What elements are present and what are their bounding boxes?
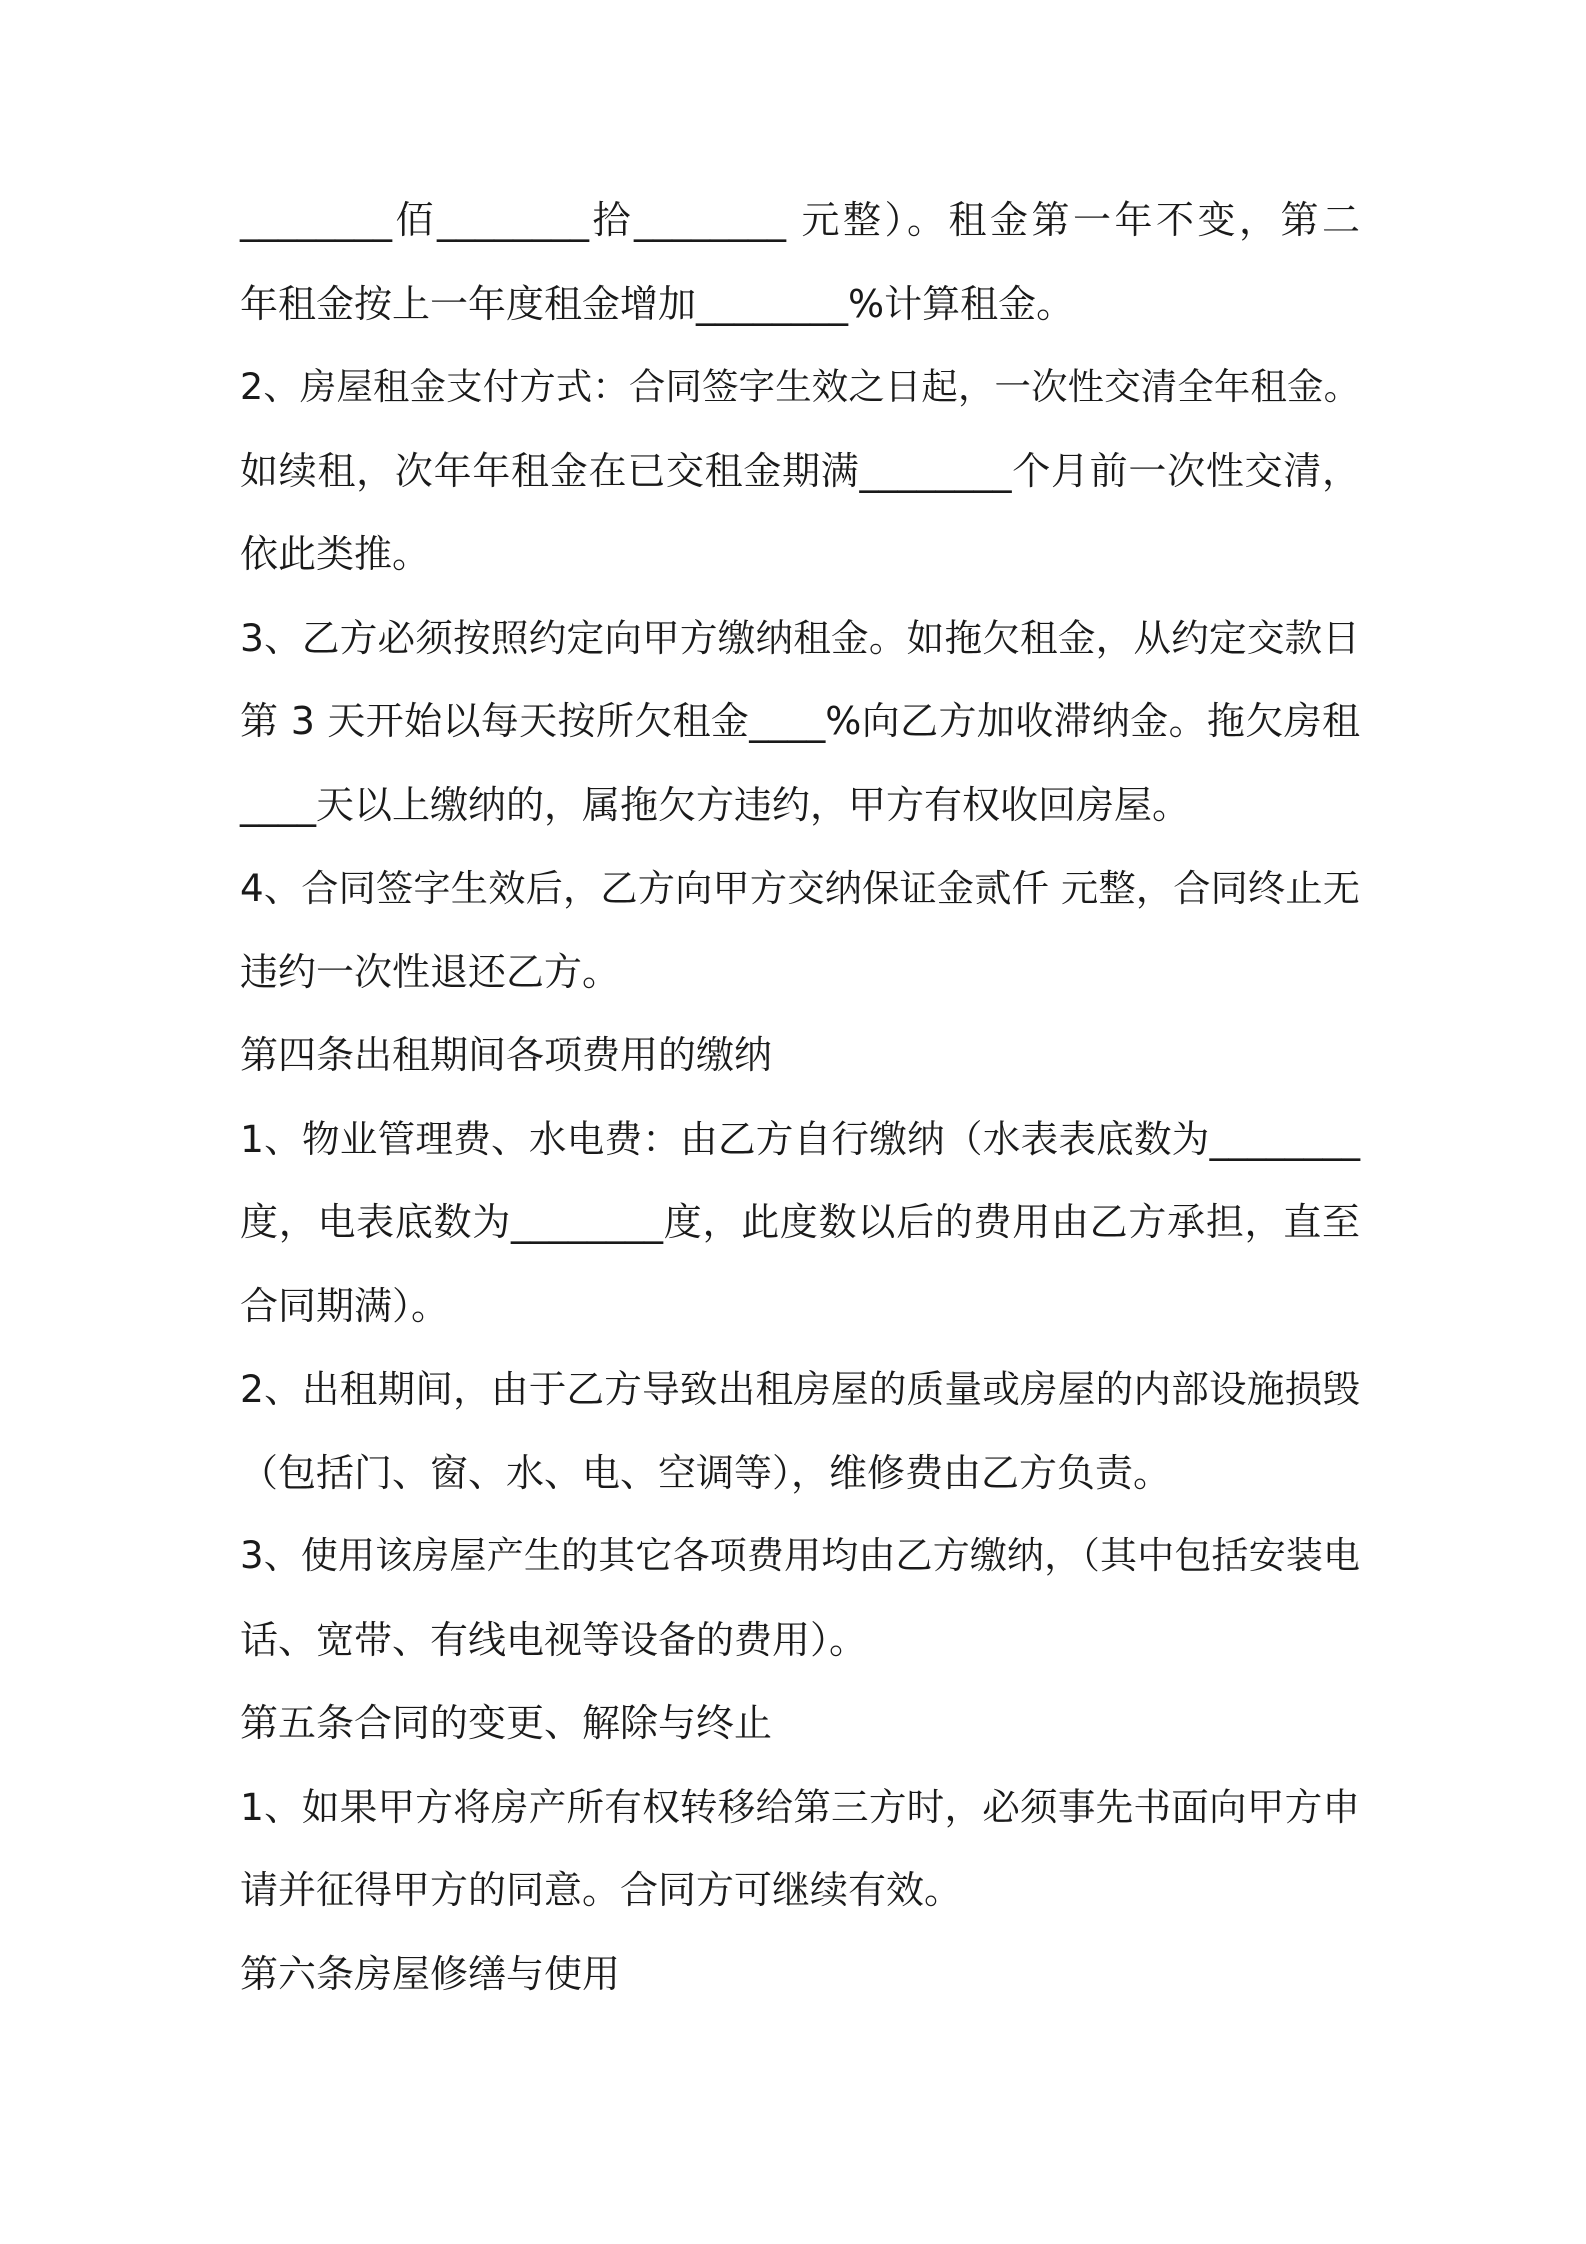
document-text-line: ________佰________拾________ 元整）。租金第一年不变，第二: [240, 198, 1360, 242]
document-text-line: 依此类推。: [240, 532, 431, 576]
document-text-line: 第四条出租期间各项费用的缴纳: [240, 1033, 773, 1077]
document-text-line: （包括门、窗、水、电、空调等），维修费由乙方负责。: [240, 1450, 1172, 1495]
document-text-line: 2、出租期间，由于乙方导致出租房屋的质量或房屋的内部设施损毁: [240, 1367, 1360, 1411]
document-text-line: 4、合同签字生效后，乙方向甲方交纳保证金贰仟 元整，合同终止无: [240, 866, 1360, 910]
document-text-line: 合同期满）。: [240, 1283, 450, 1328]
document-text-line: 1、如果甲方将房产所有权转移给第三方时，必须事先书面向甲方申: [240, 1784, 1360, 1829]
document-text-line: 第五条合同的变更、解除与终止: [240, 1701, 773, 1745]
document-text-line: 第 3 天开始以每天按所欠租金____%向乙方加收滞纳金。拖欠房租: [240, 699, 1360, 743]
document-text-line: 1、物业管理费、水电费：由乙方自行缴纳（水表表底数为________: [240, 1116, 1360, 1161]
document-text-line: 3、使用该房屋产生的其它各项费用均由乙方缴纳，（其中包括安装电: [240, 1534, 1360, 1577]
document-text-line: ____天以上缴纳的，属拖欠方违约，甲方有权收回房屋。: [240, 782, 1191, 827]
document-text-line: 违约一次性退还乙方。: [240, 949, 621, 994]
document-text-line: 度，电表底数为________度，此度数以后的费用由乙方承担，直至: [240, 1200, 1360, 1244]
document-text-line: 第六条房屋修缮与使用: [240, 1951, 621, 1996]
document-body: [240, 195, 1360, 2032]
document-text-line: 2、房屋租金支付方式：合同签字生效之日起，一次性交清全年租金。: [240, 365, 1360, 408]
document-text-line: 3、乙方必须按照约定向甲方缴纳租金。如拖欠租金，从约定交款日: [240, 615, 1360, 660]
document-text-line: 话、宽带、有线电视等设备的费用）。: [240, 1617, 868, 1662]
document-text-line: 请并征得甲方的同意。合同方可继续有效。: [240, 1868, 963, 1912]
document-text-line: 如续租，次年年租金在已交租金期满________个月前一次性交清，: [240, 448, 1360, 493]
document-text-line: 年租金按上一年度租金增加________%计算租金。: [240, 281, 1075, 326]
